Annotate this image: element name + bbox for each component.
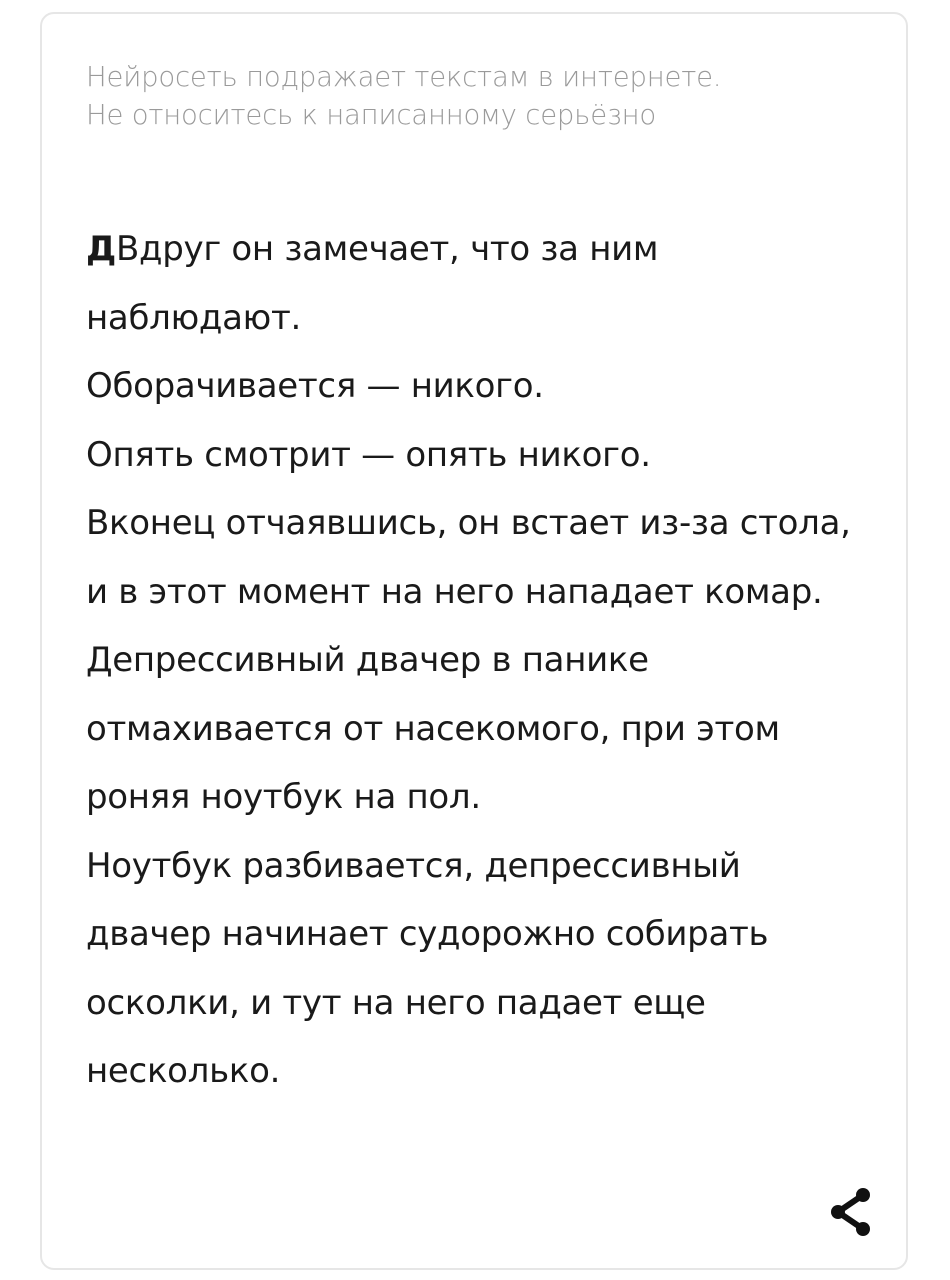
disclaimer-text [86, 58, 866, 134]
story-paragraph: Вконец отчаявшись, он встает из-за стола, и в этот момент на него нападает комар. [86, 503, 851, 612]
story-lead-letter: Д [86, 229, 116, 269]
story-paragraph: Ноутбук разбивается, депрессивный двачер начинает судорожно собирать осколки, и тут на него падает еще несколько. [86, 845, 769, 1091]
share-button[interactable] [824, 1184, 876, 1240]
disclaimer-line-1: Нейросеть подражает текстам в интернете. [86, 61, 722, 93]
story-paragraph-text: Вдруг он замечает, что за ним наблюдают. [86, 229, 659, 338]
story-paragraph: Депрессивный двачер в панике отмахивается от насекомого, при этом роняя ноутбук на пол. [86, 640, 780, 817]
story-paragraph [86, 215, 876, 352]
generated-story [86, 215, 876, 1106]
story-paragraph: Оборачивается — никого. [86, 366, 544, 406]
generated-text-card [40, 12, 908, 1270]
disclaimer-line-2: Не относитесь к написанному серьёзно [86, 99, 656, 131]
share-icon [827, 1186, 873, 1238]
story-paragraph: Опять смотрит — опять никого. [86, 434, 651, 475]
